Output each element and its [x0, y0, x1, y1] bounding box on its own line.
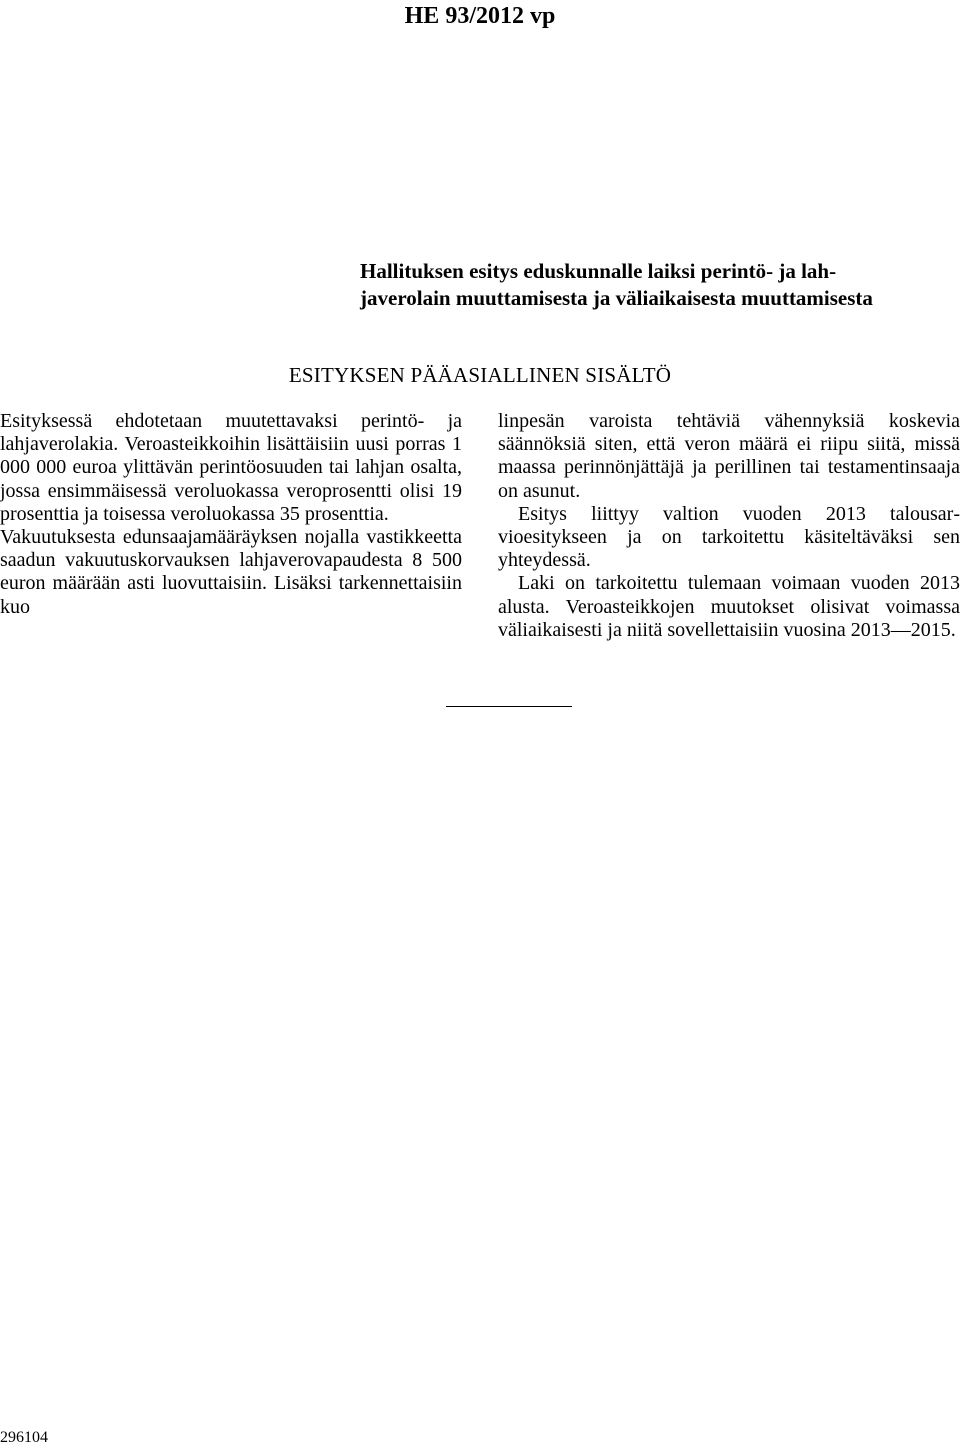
paragraph-entry-into-force: Laki on tarkoitettu tulemaan voimaan vuoden 2013 alusta. Veroasteikkojen muutokset olisivat voimassa väliaikaisesti ja niitä sovellettaisiin vuosina 2013—2015.	[498, 572, 960, 641]
bill-title-line-1: Hallituksen esitys eduskunnalle laiksi perintö- ja lah-	[360, 259, 837, 283]
bill-title	[360, 258, 952, 312]
body-column-right	[498, 410, 960, 642]
body-column-left	[0, 410, 462, 619]
paragraph-tax-brackets: Esityksessä ehdotetaan muutettavaksi perintö- ja lahjaverolakia. Veroasteikkoihin lisättäisiin uusi porras 1 000 000 euroa ylittävän perintöosuuden tai lahjan osalta, jossa ensimmäisessä veroluokassa veroprosentti olisi 19 prosenttia ja toisessa veroluokassa 35 prosenttia.	[0, 410, 462, 525]
end-rule-divider	[446, 706, 572, 707]
paragraph-insurance-exemption: Vakuutuksesta edunsaajamääräyksen nojalla vastikkeetta saadun vakuutuskorvauksen lahjaverovapaudesta 8 500 euron määrään asti luovuttaisiin. Lisäksi tarkennettaisiin kuo	[0, 526, 462, 618]
document-id: HE 93/2012 vp	[404, 3, 556, 29]
paragraph-budget-link: Esitys liittyy valtion vuoden 2013 talousarvioesitykseen ja on tarkoitettu käsiteltäväksi sen yhteydessä.	[498, 502, 960, 572]
section-heading: ESITYKSEN PÄÄASIALLINEN SISÄLTÖ	[288, 363, 672, 387]
page-code: 296104	[0, 1429, 48, 1446]
paragraph-estate-deductions: linpesän varoista tehtäviä vähennyksiä koskevia säännöksiä siten, että veron määrä ei riipu siitä, missä maassa perinnönjättäjä ja perillinen tai testamentinsaaja on asunut.	[498, 410, 960, 502]
bill-title-line-2: javerolain muuttamisesta ja väliaikaisesta muuttamisesta	[360, 286, 873, 310]
